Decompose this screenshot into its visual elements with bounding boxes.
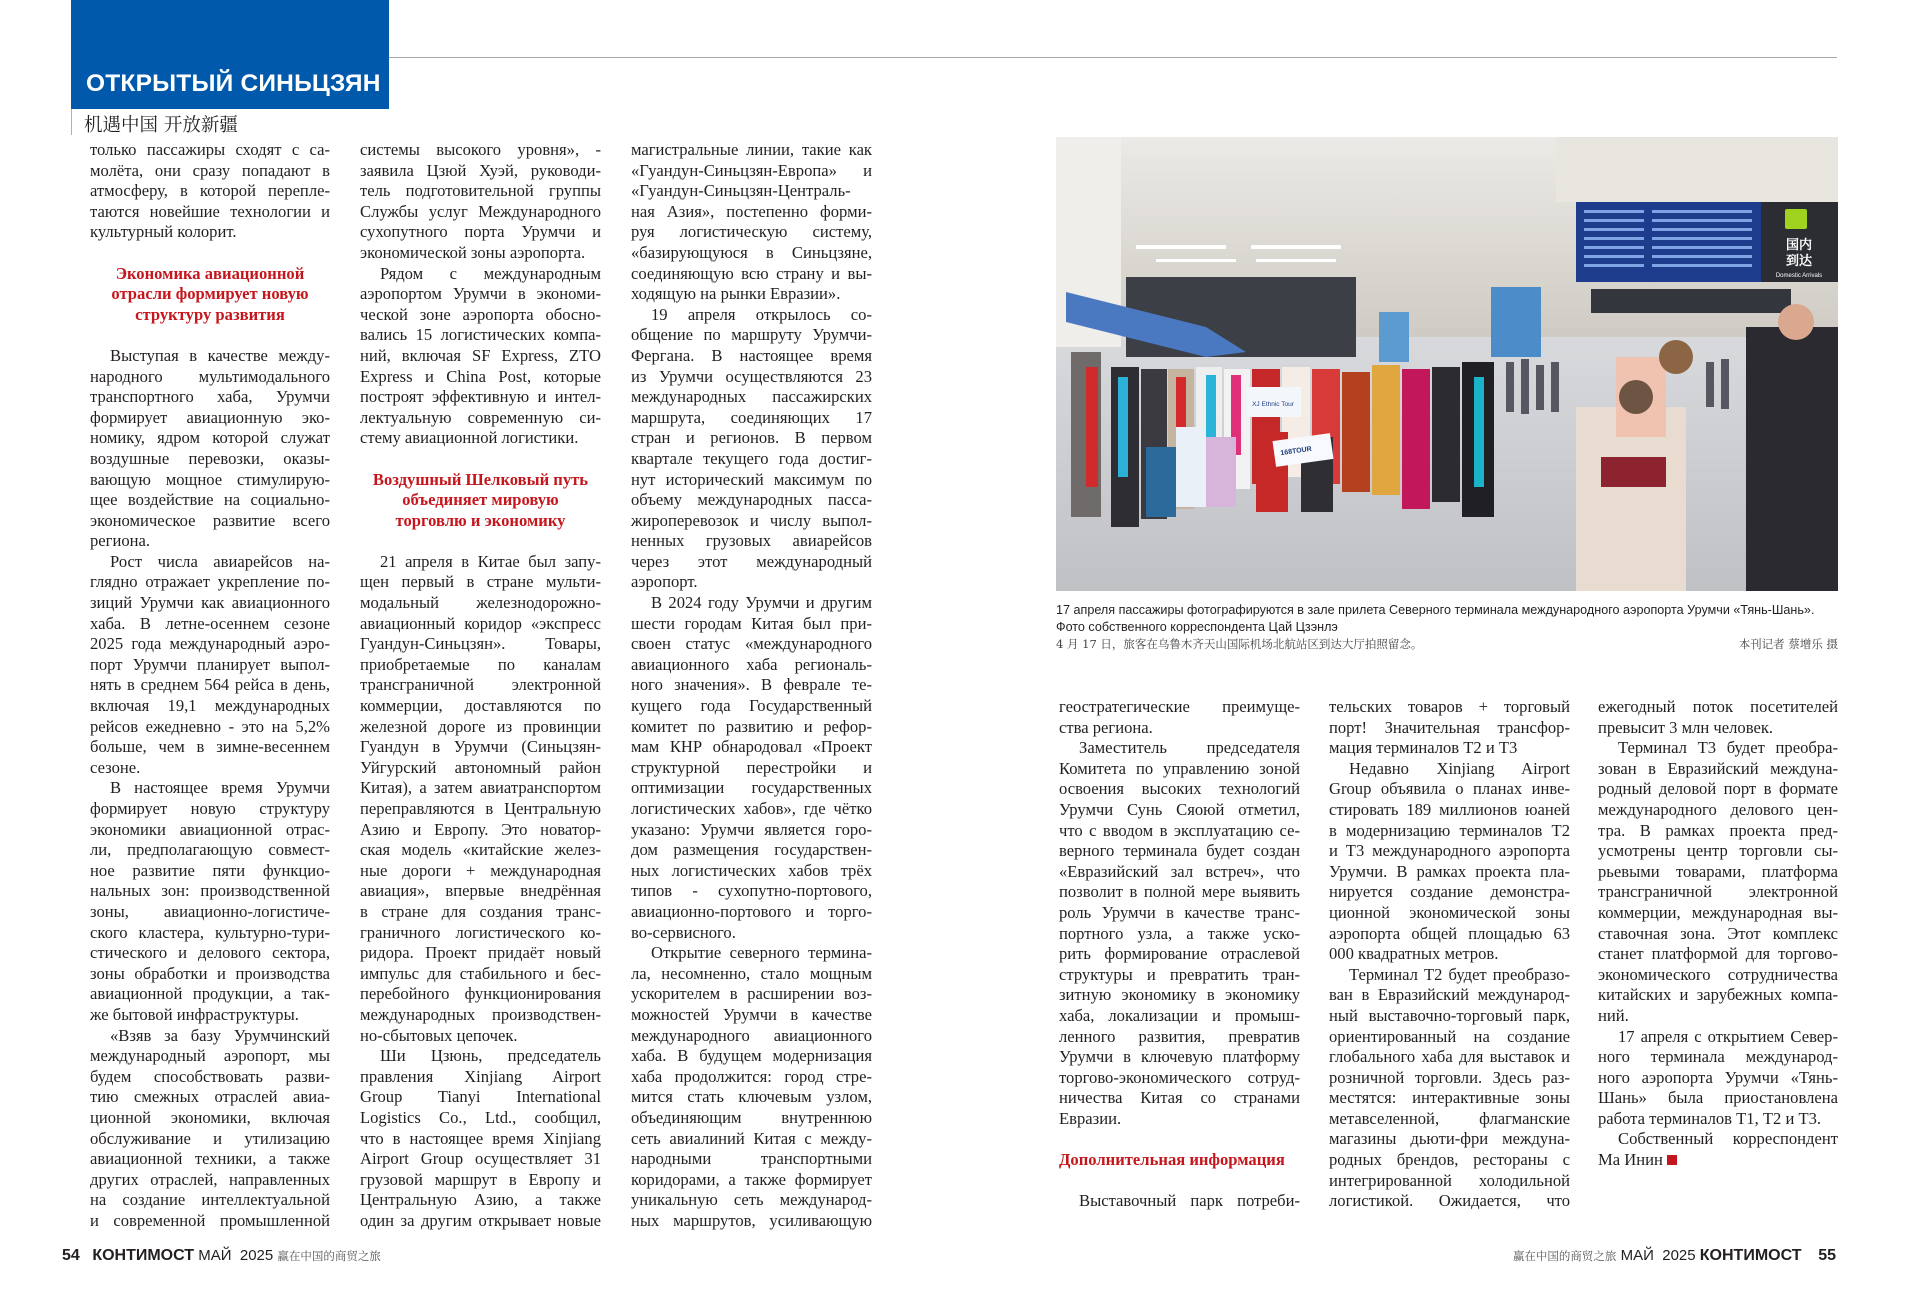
article-text-line: щен первый в стране мульти- <box>360 572 601 592</box>
article-text-line: сезоне. <box>90 757 141 777</box>
banner-1-text: XJ Ethnic Tour <box>1252 401 1294 408</box>
article-text-line: ная Азия», постепенно форми- <box>631 201 872 221</box>
article-text-line: ориентированный на создание <box>1329 1026 1570 1046</box>
article-text-line: Фергана. В настоящее время <box>631 345 872 365</box>
article-text-line: вающую мощное стимулирую- <box>90 469 330 489</box>
article-text-line: лектуальную современную си- <box>360 407 601 427</box>
article-text-line: типов - сухопутно-портового, <box>631 881 872 901</box>
article-text-line: геостратегические преимуще- <box>1059 697 1300 716</box>
magazine-name-right: КОНТИМОСТ <box>1699 1247 1802 1264</box>
article-text-line: больше, чем в зимне-весеннем <box>90 737 330 757</box>
heading-spacer <box>1059 1129 1300 1150</box>
article-text-line: воздушные перевозки, оказы- <box>90 448 330 468</box>
section-subheading: структуру развития <box>135 304 285 324</box>
article-text-line: включая 19,1 международных <box>90 696 330 716</box>
page-number-left: 54 <box>62 1247 80 1264</box>
article-text-line: родный деловой порт в формате <box>1598 779 1838 799</box>
article-text-line: нять в среднем 564 рейса в день, <box>90 675 330 695</box>
article-text-line: дом размещения государствен- <box>631 840 872 860</box>
article-text-line: ходящую на рынки Евразии». <box>631 284 841 304</box>
article-text-line: Уйгурский автономный район <box>360 757 601 777</box>
article-text-line: тра. В рамках проекта пред- <box>1598 820 1838 840</box>
photo-caption-zh <box>1056 636 1838 652</box>
banner-2-text: 168TOUR <box>1280 445 1313 458</box>
article-text-line: хаба. В будущем модернизация <box>631 1046 872 1066</box>
article-text-line: интегрированной холодильной <box>1329 1170 1570 1190</box>
article-text-line: во-сервисного. <box>631 922 736 942</box>
article-text-line: же бытовой инфраструктуры. <box>90 1004 299 1024</box>
article-text-line: ли, предполагающую совмест- <box>90 840 330 860</box>
article-text-line: Центральную Азию, а также <box>360 1190 601 1210</box>
article-text-line: стировать 189 миллионов юаней <box>1329 799 1570 819</box>
article-text-line: таются новейшие технологии и <box>90 201 330 221</box>
article-text-line: ного значения». В феврале те- <box>631 675 872 695</box>
article-text-line: ные дороги + международная <box>360 860 601 880</box>
article-text-line: авиационно-портового и торго- <box>631 901 872 921</box>
blue-light-panel-2 <box>1379 312 1409 362</box>
article-text-line: экономическое развитие всего <box>90 510 330 530</box>
article-text-line: системы высокого уровня», - <box>360 140 601 159</box>
article-text-line: грузовой маршрут в Европу и <box>360 1169 601 1189</box>
article-text-line: Терминал Т3 будет преобра- <box>1618 738 1838 758</box>
section-subheading: объединяет мировую <box>402 490 559 510</box>
article-text-line: ционной экономики, включая <box>90 1107 330 1127</box>
article-text-line: Express и China Post, которые <box>360 366 601 386</box>
article-text-line: уникальную сеть международ- <box>631 1190 872 1210</box>
direction-sign <box>1591 289 1791 313</box>
article-text-line: Терминал Т2 будет преобразо- <box>1349 964 1570 984</box>
article-text-line: Рост числа авиарейсов на- <box>110 551 330 571</box>
article-text-line: ческой зоне аэропорта обосно- <box>360 304 601 324</box>
article-text-line: «базирующуюся в Синьцзяне, <box>631 242 872 262</box>
airport-group-photo <box>1056 137 1838 591</box>
article-text-line: мация терминалов Т2 и Т3 <box>1329 738 1518 758</box>
article-text-line: верного терминала будет создан <box>1059 841 1300 861</box>
article-text-line: ская модель «китайские желез- <box>360 840 601 860</box>
article-text-line: квартале текущего года достиг- <box>631 448 872 468</box>
article-text-line: хаба. В летне-осеннем сезоне <box>90 613 330 633</box>
article-text-line: в стране для создания транс- <box>360 901 601 921</box>
footer-left <box>62 1247 381 1265</box>
article-text-line: Урумчи в ключевую платформу <box>1059 1047 1300 1067</box>
article-text-line: В настоящее время Урумчи <box>110 778 330 798</box>
article-text-line: авиационный коридор «экспресс <box>360 613 601 633</box>
article-text-line: позволит в полной мере выявить <box>1059 882 1300 902</box>
article-text-line: Ши Цзюнь, председатель <box>380 1046 601 1066</box>
article-text-line: аэропорт. <box>631 572 698 592</box>
article-text-line: международного делового цен- <box>1598 799 1838 819</box>
article-text-line: Logistics Co., Ltd., сообщил, <box>360 1107 601 1127</box>
article-text-line: метавселенной, флагманские <box>1329 1108 1570 1128</box>
article-text-line: магистральные линии, такие как <box>631 140 872 159</box>
article-text-line: молёта, они сразу попадают в <box>90 160 330 180</box>
article-text-line: Гуандун-Синьцзян». Товары, <box>360 634 601 654</box>
article-text-line: ного терминала международ- <box>1598 1047 1838 1067</box>
photo-caption <box>1056 602 1838 636</box>
article-text-line: объему международных пасса- <box>631 490 872 510</box>
issue-date-right: МАЙ 2025 <box>1620 1247 1696 1264</box>
article-text-line: ный выставочно-торговый парк, <box>1329 1005 1570 1025</box>
article-text-line: Китая), а затем авиатранспортом <box>360 778 601 798</box>
article-text-line: железной дороге из провинции <box>360 716 601 736</box>
section-subheading: Воздушный Шелковый путь <box>372 469 589 489</box>
article-text-line: «Гуандун-Синьцзян-Централь- <box>631 181 851 201</box>
article-text-line: В 2024 году Урумчи и другим <box>651 593 872 613</box>
article-text-line: глядно отражает укрепление по- <box>90 572 330 592</box>
article-text-line: ний, включая SF Express, ZTO <box>360 345 601 365</box>
article-text-line: 17 апреля с открытием Север- <box>1618 1026 1838 1046</box>
caption-zh-credit: 本刊记者 蔡增乐 摄 <box>1738 637 1838 651</box>
article-text-line: трансграничной электронной <box>360 675 601 695</box>
article-text-line: ного аэропорта Урумчи «Тянь- <box>1598 1067 1838 1087</box>
article-text-line: из Урумчи осуществляются 23 <box>631 366 872 386</box>
article-text-line: атмосферу, в которой перепле- <box>90 181 330 201</box>
article-text-line: Собственный корреспондент <box>1618 1129 1838 1149</box>
article-text-line: что в настоящее время Xinjiang <box>360 1128 601 1148</box>
article-text-line: в модернизацию терминалов Т2 <box>1329 820 1570 840</box>
section-subheading: Дополнительная информация <box>1059 1150 1285 1170</box>
article-text-line: ского кластера, культурно-тури- <box>90 922 330 942</box>
article-text-line: Заместитель председателя <box>1079 738 1300 758</box>
article-text-line: мам КНР обнародовал «Проект <box>631 737 872 757</box>
article-text-line: китайских и зарубежных компа- <box>1598 985 1838 1005</box>
article-text-line: Урумчи. В рамках проекта пла- <box>1329 861 1570 881</box>
header-divider <box>389 57 1837 58</box>
blue-light-panel <box>1491 287 1541 357</box>
article-text-line: других отраслей, направленных <box>90 1169 330 1189</box>
article-text-line: международный аэропорт, мы <box>90 1046 330 1066</box>
article-text-line: зитную экономику в экономику <box>1059 985 1300 1005</box>
article-text-line: Ма Инин <box>1598 1150 1838 1171</box>
article-text-line: «Евразийский зал встреч», что <box>1059 861 1300 881</box>
article-text-line: ленного развития, превратив <box>1059 1026 1300 1046</box>
article-text-line: модальный железнодорожно- <box>360 593 601 613</box>
article-text-line: переправляются в Центральную <box>360 799 601 818</box>
article-text-line: построят эффективную и интел- <box>360 387 601 407</box>
caption-line-2: Фото собственного корреспондента Цай Цзэнлэ <box>1056 620 1338 634</box>
article-text-line: ежегодный поток посетителей <box>1598 697 1838 716</box>
article-text-line: зиций Урумчи как авиационного <box>90 593 330 613</box>
article-text-line: экономической зоны аэропорта. <box>360 242 586 262</box>
article-text-line: международных производствен- <box>360 1004 601 1024</box>
article-text-line: Airport Group осуществляет 31 <box>360 1149 601 1169</box>
heading-spacer <box>90 243 330 264</box>
article-text-line: ний. <box>1598 1005 1629 1025</box>
article-text-line: общение по маршруту Урумчи- <box>631 325 872 345</box>
article-text-line: что с вводом в эксплуатацию се- <box>1059 820 1300 840</box>
section-subheading: отрасли формирует новую <box>111 284 309 304</box>
article-text-line: Урумчи Сунь Сяоюй отметил, <box>1059 799 1300 819</box>
article-text-line: работа терминалов Т1, Т2 и Т3. <box>1598 1108 1822 1128</box>
upper-gallery <box>1556 137 1838 202</box>
caption-zh-text: 4 月 17 日，旅客在乌鲁木齐天山国际机场北航站区到达大厅拍照留念。 <box>1056 637 1423 651</box>
article-text-line: ненных грузовых авиарейсов <box>631 531 872 551</box>
article-text-line: магазины дьюти-фри междуна- <box>1329 1129 1570 1149</box>
article-text-line: порт Урумчи планирует выпол- <box>90 654 330 674</box>
article-text-line: импульс для стабильного и бес- <box>360 963 601 983</box>
article-text-line: сухопутного порта Урумчи и <box>360 222 601 242</box>
article-text-line: правления Xinjiang Airport <box>360 1066 601 1086</box>
article-text-line: стран и регионов. В первом <box>631 428 872 448</box>
article-text-line: рить формирование отраслевой <box>1059 944 1300 964</box>
article-text-line: Рядом с международным <box>380 263 601 283</box>
article-text-line: Шань» была приостановлена <box>1598 1088 1838 1108</box>
article-text-line: международных пассажирских <box>631 387 872 407</box>
arrivals-icon <box>1785 209 1807 229</box>
article-text-line: оптимизации государственных <box>631 778 872 798</box>
article-text-line: стему авиационной логистики. <box>360 428 579 448</box>
article-text-line: Недавно Xinjiang Airport <box>1349 758 1570 778</box>
article-text-line: логистикой. Ожидается, что <box>1329 1191 1570 1211</box>
article-text-line: можностей Урумчи в качестве <box>631 1004 872 1024</box>
article-text-line: будем способствовать разви- <box>90 1066 330 1086</box>
article-text-line: нальных зон: производственной <box>90 881 330 901</box>
article-column-5 <box>1329 697 1570 1212</box>
article-text-line: структурной перестройки и <box>631 757 872 777</box>
caption-line-1: 17 апреля пассажиры фотографируются в зале прилета Северного терминала международного аэропорта Урумчи «Тянь-Шань». <box>1056 603 1815 617</box>
article-text-line: сеть авиалиний Китая с между- <box>631 1128 872 1148</box>
article-text-line: коммерции, международная вы- <box>1598 902 1838 922</box>
article-column-1 <box>90 140 330 1231</box>
article-text-line: региона. <box>90 531 151 551</box>
heading-spacer <box>360 531 601 552</box>
article-text-line: народного мультимодального <box>90 366 330 386</box>
article-text-line: объединяющим внутреннюю <box>631 1107 872 1127</box>
arrivals-sign-zh: 国内 <box>1785 238 1813 253</box>
article-text-line: один за другим открывает новые <box>360 1210 601 1230</box>
page-number-right: 55 <box>1818 1247 1836 1264</box>
flight-info-board <box>1576 202 1761 282</box>
article-text-line: Открытие северного термина- <box>651 943 872 963</box>
article-text-line: порт! Значительная трансфор- <box>1329 717 1570 737</box>
issue-date-left: МАЙ 2025 <box>198 1247 274 1264</box>
article-text-line: хаба продолжится: город стре- <box>631 1066 872 1086</box>
article-text-line: 2025 года международный аэро- <box>90 634 330 654</box>
article-text-line: ционной экономической зоны <box>1329 902 1570 922</box>
article-text-line: зоны, авиационно-логистиче- <box>90 901 330 921</box>
article-text-line: авиация», впервые внедрённая <box>360 881 601 901</box>
article-text-line: зован в Евразийский междуна- <box>1598 758 1838 778</box>
article-text-line: культурный колорит. <box>90 222 237 242</box>
article-text-line: «Гуандун-Синьцзян-Европа» и <box>631 160 872 180</box>
article-text-line: 19 апреля открылось со- <box>651 304 872 324</box>
article-text-line: логистических хабов», где чётко <box>631 799 872 818</box>
article-text-line: авиационного хаба региональ- <box>631 654 872 674</box>
article-text-line: на создание интеллектуальной <box>90 1190 330 1210</box>
article-text-line: маршрута, соединяющих 17 <box>631 407 872 427</box>
article-text-line: соединяющую всю страну и вы- <box>631 263 872 283</box>
end-of-article-mark <box>1667 1155 1677 1165</box>
slogan-left: 赢在中国的商贸之旅 <box>277 1249 381 1263</box>
section-header <box>71 0 389 109</box>
article-text-line: тельских товаров + торговый <box>1329 697 1570 716</box>
article-text-line: вались 15 логистических компа- <box>360 325 601 345</box>
article-text-line: ридора. Проект придаёт новый <box>360 943 601 963</box>
article-column-3 <box>631 140 872 1231</box>
article-text-line: но-сбытовых цепочек. <box>360 1025 518 1045</box>
article-text-line: авиационной продукции, а так- <box>90 984 330 1004</box>
article-text-line: коридорами, а также формирует <box>631 1169 872 1189</box>
article-text-line: обслуживание и утилизацию <box>90 1128 330 1148</box>
article-text-line: хаба, локализации и промыш- <box>1059 1005 1300 1025</box>
section-subheading: Экономика авиационной <box>115 263 305 283</box>
article-text-line: нут исторический максимум по <box>631 469 872 489</box>
article-text-line: структуры и превратить тран- <box>1059 964 1300 984</box>
article-text-line: комитет по развитию и рефор- <box>631 716 872 736</box>
article-text-line: 21 апреля в Китае был запу- <box>380 551 601 571</box>
article-text-line: тель подготовительной группы <box>360 181 601 201</box>
article-text-line: Выставочный парк потреби- <box>1079 1191 1300 1211</box>
article-text-line: заявила Цзюй Хуэй, руководи- <box>360 160 601 180</box>
heading-spacer <box>360 449 601 470</box>
article-text-line: усмотрены центр торговли сы- <box>1598 841 1838 861</box>
article-text-line: ставочная зона. Этот комплекс <box>1598 923 1838 943</box>
section-subtitle: 机遇中国 开放新疆 <box>84 115 238 136</box>
article-text-line: освоения высоких технологий <box>1059 779 1300 799</box>
article-column-4 <box>1059 697 1300 1212</box>
article-text-line: Выступая в качестве между- <box>110 345 330 365</box>
article-text-line: розничной торговли. Здесь раз- <box>1329 1067 1570 1087</box>
article-column-6 <box>1598 697 1838 1171</box>
article-text-line: международного авиационного <box>631 1025 872 1045</box>
article-text-line: шести городам Китая был при- <box>631 613 872 633</box>
article-text-line: ла, несомненно, стало мощным <box>631 963 872 983</box>
article-text-line: коммерции, доставляются по <box>360 696 601 716</box>
article-text-line: тию смежных отраслей авиа- <box>90 1087 330 1107</box>
article-text-line: Гуандун в Урумчи (Синьцзян- <box>360 737 601 757</box>
article-text-line: ускорителем в расширении воз- <box>631 984 872 1004</box>
heading-spacer <box>1059 1171 1300 1192</box>
article-text-line: аэропортом Урумчи в экономи- <box>360 284 601 304</box>
article-text-line: Евразии. <box>1059 1108 1122 1128</box>
article-text-line: торгово-экономического сотруд- <box>1059 1067 1300 1087</box>
magazine-name-left: КОНТИМОСТ <box>92 1247 195 1264</box>
article-text-line: жироперевозок и числу выпол- <box>631 510 872 530</box>
article-text-line: роль Урумчи в качестве транс- <box>1059 902 1300 922</box>
subtitle-marker <box>71 109 72 135</box>
article-text-line: и Т3 международного аэропорта <box>1329 841 1570 861</box>
article-text-line: нируется создание демонстра- <box>1329 882 1570 902</box>
article-text-line: Азию и Европу. Это новатор- <box>360 819 601 839</box>
article-text-line: превысит 3 млн человек. <box>1598 717 1774 737</box>
article-text-line: народными транспортными <box>631 1149 872 1169</box>
article-text-line: зоны обработки и производства <box>90 963 330 983</box>
article-text-line: и современной промышленной <box>90 1210 330 1230</box>
slogan-right: 赢在中国的商贸之旅 <box>1512 1249 1617 1263</box>
article-text-line: местятся: интерактивные зоны <box>1329 1088 1570 1108</box>
article-text-line: портного узла, а также уско- <box>1059 923 1300 943</box>
footer-right <box>1513 1247 1836 1265</box>
article-text-line: через этот международный <box>631 551 872 571</box>
article-text-line: ства региона. <box>1059 717 1153 737</box>
article-text-line: ных логистических хабов трёх <box>631 860 872 880</box>
article-text-line: Службы услуг Международного <box>360 201 601 221</box>
article-text-line: ное развитие пяти функцио- <box>90 860 330 880</box>
svg-text:到达: 到达 <box>1785 254 1813 269</box>
article-text-line: указано: Урумчи является горо- <box>631 819 872 839</box>
article-text-line: Group объявила о планах инве- <box>1329 779 1570 799</box>
article-text-line: «Взяв за базу Урумчинский <box>110 1025 330 1045</box>
article-text-line: 000 квадратных метров. <box>1329 944 1499 964</box>
article-text-line: ных маршрутов, усиливающую <box>631 1210 872 1230</box>
article-text-line: своен статус «международного <box>631 634 872 654</box>
article-text-line: мится стать ключевым узлом, <box>631 1087 872 1107</box>
arrivals-sign-en: Domestic Arrivals <box>1775 273 1823 279</box>
article-text-line: стического и делового сектора, <box>90 943 330 963</box>
section-title: ОТКРЫТЫЙ СИНЬЦЗЯН <box>86 70 381 97</box>
article-text-line: глобального хаба для выставок и <box>1329 1047 1570 1067</box>
article-text-line: Комитета по управлению зоной <box>1059 758 1300 778</box>
article-text-line: экономического сотрудничества <box>1598 964 1838 984</box>
article-column-2 <box>360 140 601 1231</box>
article-text-line: только пассажиры сходят с са- <box>90 140 330 159</box>
article-text-line: кущего года Государственный <box>631 696 872 716</box>
heading-spacer <box>90 325 330 346</box>
article-text-line: приобретаемые по каналам <box>360 654 601 674</box>
article-text-line: авиационной техники, а также <box>90 1149 330 1169</box>
article-text-line: трансграничной электронной <box>1598 882 1838 902</box>
article-text-line: ван в Евразийский международ- <box>1329 985 1570 1005</box>
article-text-line: номику, ядром которой служат <box>90 428 330 448</box>
article-text-line: рьевыми товарами, платформа <box>1598 861 1838 881</box>
article-text-line: рейсов ежедневно - это на 5,2% <box>90 716 330 736</box>
article-text-line: Group Tianyi International <box>360 1087 601 1107</box>
article-text-line: ничества Китая со странами <box>1059 1088 1300 1108</box>
article-text-line: руя логистическую систему, <box>631 222 872 242</box>
article-text-line: перебойного функционирования <box>360 984 601 1004</box>
article-text-line: формирует авиационную эко- <box>90 407 330 427</box>
article-text-line: граничного логистического ко- <box>360 922 601 942</box>
article-text-line: экономики авиационной отрас- <box>90 819 330 839</box>
article-text-line: формирует новую структуру <box>90 799 330 818</box>
article-text-line: станет платформой для торгово- <box>1598 944 1838 964</box>
article-text-line: аэропорта общей площадью 63 <box>1329 923 1570 943</box>
article-text-line: щее воздействие на социально- <box>90 490 330 510</box>
article-text-line: родных брендов, рестораны с <box>1329 1150 1570 1170</box>
article-text-line: транспортного хаба, Урумчи <box>90 387 330 407</box>
section-subheading: торговлю и экономику <box>395 510 566 530</box>
